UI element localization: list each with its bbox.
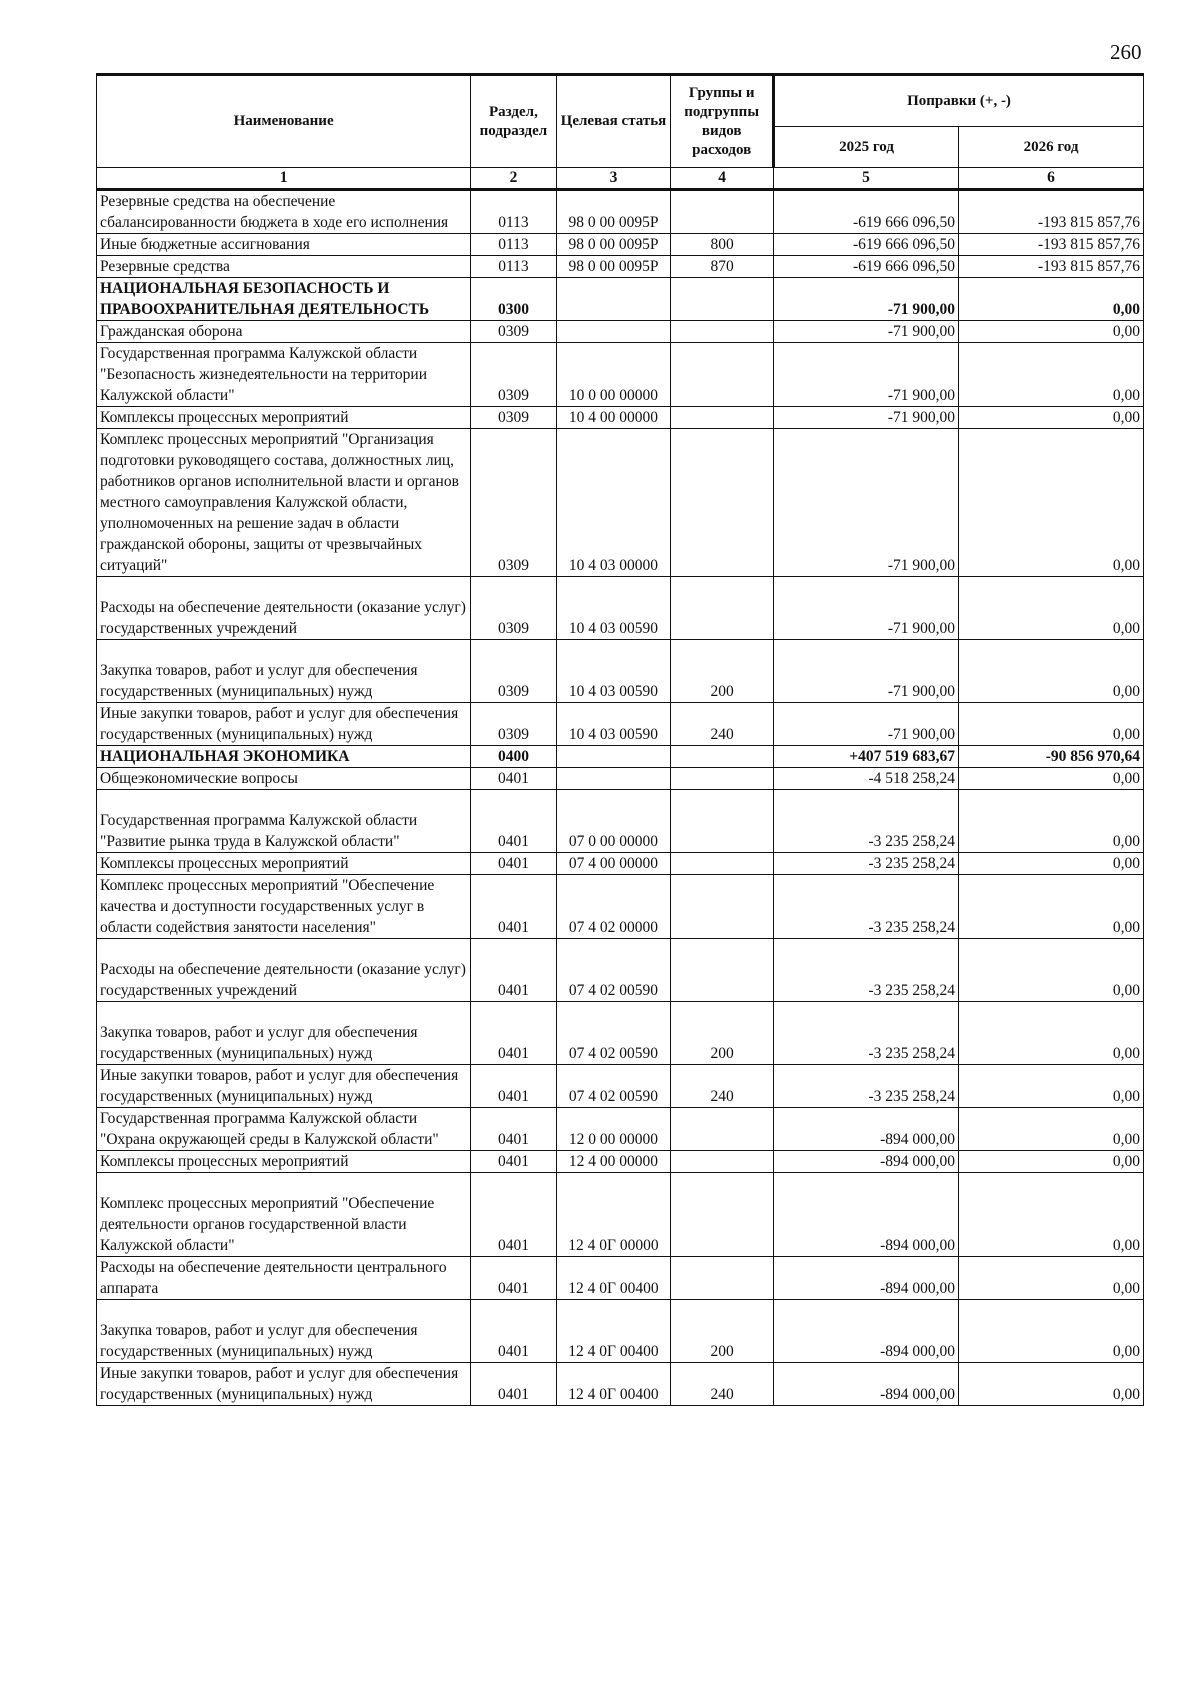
column-number: 4 <box>671 168 774 190</box>
row-group-cell: 800 <box>671 234 774 256</box>
row-group-cell <box>671 768 774 790</box>
row-name-cell: Государственная программа Калужской области "Охрана окружающей среды в Калужской области" <box>97 1108 471 1151</box>
row-name-cell: Комплекс процессных мероприятий "Организация подготовки руководящего состава, должностных лиц, работников органов исполнительной власти и органов местного самоуправления Калужской области, уполномоченных на решение задач в области гражданской обороны, защиты от чрезвычайных ситуаций" <box>97 429 471 577</box>
row-2025-cell: -3 235 258,24 <box>774 1065 959 1108</box>
row-target-cell: 98 0 00 0095Р <box>556 256 671 278</box>
row-group-cell <box>671 407 774 429</box>
row-section-cell: 0401 <box>471 768 556 790</box>
table-row <box>97 790 1144 853</box>
row-group-cell <box>671 1257 774 1300</box>
row-name-cell: Комплекс процессных мероприятий "Обеспечение деятельности органов государственной власти Калужской области" <box>97 1173 471 1257</box>
row-target-cell: 12 4 0Г 00400 <box>556 1363 671 1406</box>
table-row <box>97 1257 1144 1300</box>
row-2025-cell: -3 235 258,24 <box>774 853 959 875</box>
row-group-cell <box>671 278 774 321</box>
row-target-cell: 07 4 02 00590 <box>556 939 671 1002</box>
row-group-cell <box>671 853 774 875</box>
row-target-cell: 12 4 0Г 00400 <box>556 1300 671 1363</box>
row-section-cell: 0401 <box>471 939 556 1002</box>
row-section-cell: 0401 <box>471 875 556 939</box>
row-target-cell <box>556 746 671 768</box>
row-group-cell <box>671 1108 774 1151</box>
row-group-cell <box>671 1151 774 1173</box>
row-target-cell: 10 4 03 00590 <box>556 577 671 640</box>
row-group-cell: 200 <box>671 1002 774 1065</box>
row-name-cell: Комплексы процессных мероприятий <box>97 853 471 875</box>
row-2025-cell: -3 235 258,24 <box>774 1002 959 1065</box>
table-row <box>97 703 1144 746</box>
header-name: Наименование <box>97 75 471 168</box>
row-2025-cell: +407 519 683,67 <box>774 746 959 768</box>
row-section-cell: 0309 <box>471 429 556 577</box>
table-body <box>97 190 1144 1406</box>
row-target-cell: 10 4 03 00000 <box>556 429 671 577</box>
row-name-cell: Расходы на обеспечение деятельности (оказание услуг) государственных учреждений <box>97 939 471 1002</box>
table-row <box>97 875 1144 939</box>
row-name-cell: Гражданская оборона <box>97 321 471 343</box>
row-2026-cell: 0,00 <box>958 790 1143 853</box>
row-2025-cell: -894 000,00 <box>774 1151 959 1173</box>
row-2025-cell: -619 666 096,50 <box>774 234 959 256</box>
row-2025-cell: -71 900,00 <box>774 429 959 577</box>
table-row <box>97 407 1144 429</box>
header-year-2025: 2025 год <box>774 127 959 168</box>
row-target-cell: 12 4 0Г 00000 <box>556 1173 671 1257</box>
column-number: 5 <box>774 168 959 190</box>
row-name-cell: Комплексы процессных мероприятий <box>97 1151 471 1173</box>
row-2026-cell: 0,00 <box>958 407 1143 429</box>
table-row <box>97 640 1144 703</box>
row-2026-cell: 0,00 <box>958 1151 1143 1173</box>
row-target-cell <box>556 278 671 321</box>
column-number: 1 <box>97 168 471 190</box>
row-2026-cell: 0,00 <box>958 1300 1143 1363</box>
row-group-cell: 240 <box>671 1363 774 1406</box>
page-number: 260 <box>1110 40 1142 64</box>
table-row <box>97 190 1144 234</box>
table-row <box>97 1065 1144 1108</box>
row-name-cell: Закупка товаров, работ и услуг для обеспечения государственных (муниципальных) нужд <box>97 1002 471 1065</box>
row-2025-cell: -619 666 096,50 <box>774 190 959 234</box>
row-2025-cell: -3 235 258,24 <box>774 939 959 1002</box>
table-row <box>97 939 1144 1002</box>
row-target-cell: 98 0 00 0095Р <box>556 234 671 256</box>
row-2025-cell: -619 666 096,50 <box>774 256 959 278</box>
row-2026-cell: 0,00 <box>958 703 1143 746</box>
row-target-cell: 07 0 00 00000 <box>556 790 671 853</box>
table-row <box>97 1002 1144 1065</box>
row-group-cell: 200 <box>671 1300 774 1363</box>
row-2025-cell: -3 235 258,24 <box>774 875 959 939</box>
row-2026-cell: 0,00 <box>958 1108 1143 1151</box>
row-target-cell: 10 4 03 00590 <box>556 640 671 703</box>
row-name-cell: Закупка товаров, работ и услуг для обеспечения государственных (муниципальных) нужд <box>97 1300 471 1363</box>
table-row <box>97 768 1144 790</box>
row-name-cell: Общеэкономические вопросы <box>97 768 471 790</box>
row-section-cell: 0300 <box>471 278 556 321</box>
row-section-cell: 0401 <box>471 790 556 853</box>
row-2026-cell: -193 815 857,76 <box>958 234 1143 256</box>
row-2026-cell: 0,00 <box>958 1257 1143 1300</box>
table-row <box>97 577 1144 640</box>
row-section-cell: 0401 <box>471 853 556 875</box>
row-name-cell: Резервные средства на обеспечение сбалансированности бюджета в ходе его исполнения <box>97 190 471 234</box>
row-section-cell: 0309 <box>471 640 556 703</box>
row-2026-cell: -193 815 857,76 <box>958 190 1143 234</box>
row-section-cell: 0401 <box>471 1108 556 1151</box>
column-number: 3 <box>556 168 671 190</box>
table-row <box>97 1363 1144 1406</box>
row-target-cell: 10 0 00 00000 <box>556 343 671 407</box>
row-name-cell: Иные бюджетные ассигнования <box>97 234 471 256</box>
row-2026-cell: 0,00 <box>958 1363 1143 1406</box>
column-number: 2 <box>471 168 556 190</box>
row-2026-cell: 0,00 <box>958 640 1143 703</box>
row-group-cell: 240 <box>671 1065 774 1108</box>
header-amendments: Поправки (+, -) <box>774 75 1144 127</box>
row-2025-cell: -71 900,00 <box>774 640 959 703</box>
table-row <box>97 1108 1144 1151</box>
row-2025-cell: -71 900,00 <box>774 278 959 321</box>
row-section-cell: 0401 <box>471 1257 556 1300</box>
header-target: Целевая статья <box>556 75 671 168</box>
row-section-cell: 0309 <box>471 703 556 746</box>
row-2026-cell: 0,00 <box>958 1065 1143 1108</box>
row-2025-cell: -894 000,00 <box>774 1363 959 1406</box>
row-target-cell <box>556 321 671 343</box>
row-section-cell: 0113 <box>471 256 556 278</box>
row-section-cell: 0401 <box>471 1065 556 1108</box>
row-2026-cell: 0,00 <box>958 939 1143 1002</box>
row-2025-cell: -71 900,00 <box>774 577 959 640</box>
row-group-cell <box>671 321 774 343</box>
row-2026-cell: 0,00 <box>958 429 1143 577</box>
row-2025-cell: -71 900,00 <box>774 321 959 343</box>
row-target-cell: 10 4 03 00590 <box>556 703 671 746</box>
table-row <box>97 853 1144 875</box>
row-group-cell <box>671 746 774 768</box>
row-section-cell: 0309 <box>471 343 556 407</box>
row-2026-cell: -193 815 857,76 <box>958 256 1143 278</box>
row-section-cell: 0309 <box>471 321 556 343</box>
budget-amendments-table <box>96 73 1144 1406</box>
row-2026-cell: 0,00 <box>958 875 1143 939</box>
row-2025-cell: -894 000,00 <box>774 1300 959 1363</box>
row-group-cell <box>671 875 774 939</box>
row-name-cell: Иные закупки товаров, работ и услуг для обеспечения государственных (муниципальных) нужд <box>97 703 471 746</box>
row-2026-cell: 0,00 <box>958 768 1143 790</box>
row-target-cell: 07 4 00 00000 <box>556 853 671 875</box>
row-section-cell: 0113 <box>471 190 556 234</box>
row-name-cell: Резервные средства <box>97 256 471 278</box>
row-target-cell <box>556 768 671 790</box>
row-2025-cell: -894 000,00 <box>774 1257 959 1300</box>
row-group-cell: 870 <box>671 256 774 278</box>
row-2025-cell: -894 000,00 <box>774 1108 959 1151</box>
column-number-row <box>97 168 1144 190</box>
table-row <box>97 234 1144 256</box>
column-number: 6 <box>958 168 1143 190</box>
row-section-cell: 0309 <box>471 577 556 640</box>
row-target-cell: 98 0 00 0095Р <box>556 190 671 234</box>
row-group-cell <box>671 429 774 577</box>
row-group-cell <box>671 343 774 407</box>
row-group-cell <box>671 190 774 234</box>
row-name-cell: Иные закупки товаров, работ и услуг для обеспечения государственных (муниципальных) нужд <box>97 1065 471 1108</box>
row-group-cell <box>671 790 774 853</box>
header-section: Раздел, подраздел <box>471 75 556 168</box>
row-name-cell: Государственная программа Калужской области "Безопасность жизнедеятельности на территории Калужской области" <box>97 343 471 407</box>
row-group-cell <box>671 1173 774 1257</box>
row-name-cell: Комплекс процессных мероприятий "Обеспечение качества и доступности государственных услуг в области содействия занятости населения" <box>97 875 471 939</box>
row-2025-cell: -3 235 258,24 <box>774 790 959 853</box>
row-name-cell: Закупка товаров, работ и услуг для обеспечения государственных (муниципальных) нужд <box>97 640 471 703</box>
row-section-cell: 0401 <box>471 1363 556 1406</box>
row-group-cell: 240 <box>671 703 774 746</box>
row-name-cell: НАЦИОНАЛЬНАЯ ЭКОНОМИКА <box>97 746 471 768</box>
row-target-cell: 12 4 0Г 00400 <box>556 1257 671 1300</box>
row-2026-cell: 0,00 <box>958 1173 1143 1257</box>
row-name-cell: Комплексы процессных мероприятий <box>97 407 471 429</box>
table-row <box>97 278 1144 321</box>
row-target-cell: 10 4 00 00000 <box>556 407 671 429</box>
row-target-cell: 12 0 00 00000 <box>556 1108 671 1151</box>
row-section-cell: 0309 <box>471 407 556 429</box>
row-section-cell: 0401 <box>471 1300 556 1363</box>
row-2026-cell: 0,00 <box>958 577 1143 640</box>
row-2026-cell: 0,00 <box>958 853 1143 875</box>
row-section-cell: 0401 <box>471 1002 556 1065</box>
row-2025-cell: -4 518 258,24 <box>774 768 959 790</box>
table-row <box>97 256 1144 278</box>
row-section-cell: 0113 <box>471 234 556 256</box>
row-2026-cell: 0,00 <box>958 321 1143 343</box>
table-row <box>97 343 1144 407</box>
row-2025-cell: -894 000,00 <box>774 1173 959 1257</box>
row-group-cell: 200 <box>671 640 774 703</box>
row-target-cell: 12 4 00 00000 <box>556 1151 671 1173</box>
row-target-cell: 07 4 02 00000 <box>556 875 671 939</box>
row-section-cell: 0401 <box>471 1151 556 1173</box>
row-section-cell: 0401 <box>471 1173 556 1257</box>
table-row <box>97 1151 1144 1173</box>
row-2025-cell: -71 900,00 <box>774 343 959 407</box>
row-group-cell <box>671 939 774 1002</box>
row-target-cell: 07 4 02 00590 <box>556 1065 671 1108</box>
row-section-cell: 0400 <box>471 746 556 768</box>
table-row <box>97 429 1144 577</box>
row-name-cell: Расходы на обеспечение деятельности центрального аппарата <box>97 1257 471 1300</box>
header-year-2026: 2026 год <box>958 127 1143 168</box>
table-row <box>97 1173 1144 1257</box>
table-row <box>97 321 1144 343</box>
row-name-cell: Государственная программа Калужской области "Развитие рынка труда в Калужской области" <box>97 790 471 853</box>
table-row <box>97 1300 1144 1363</box>
row-2026-cell: -90 856 970,64 <box>958 746 1143 768</box>
header-groups: Группы и подгруппы видов расходов <box>671 75 774 168</box>
row-2026-cell: 0,00 <box>958 278 1143 321</box>
row-name-cell: НАЦИОНАЛЬНАЯ БЕЗОПАСНОСТЬ И ПРАВООХРАНИТЕЛЬНАЯ ДЕЯТЕЛЬНОСТЬ <box>97 278 471 321</box>
table-row <box>97 746 1144 768</box>
row-group-cell <box>671 577 774 640</box>
row-target-cell: 07 4 02 00590 <box>556 1002 671 1065</box>
row-2026-cell: 0,00 <box>958 343 1143 407</box>
row-name-cell: Расходы на обеспечение деятельности (оказание услуг) государственных учреждений <box>97 577 471 640</box>
row-2025-cell: -71 900,00 <box>774 703 959 746</box>
row-name-cell: Иные закупки товаров, работ и услуг для обеспечения государственных (муниципальных) нужд <box>97 1363 471 1406</box>
row-2026-cell: 0,00 <box>958 1002 1143 1065</box>
row-2025-cell: -71 900,00 <box>774 407 959 429</box>
